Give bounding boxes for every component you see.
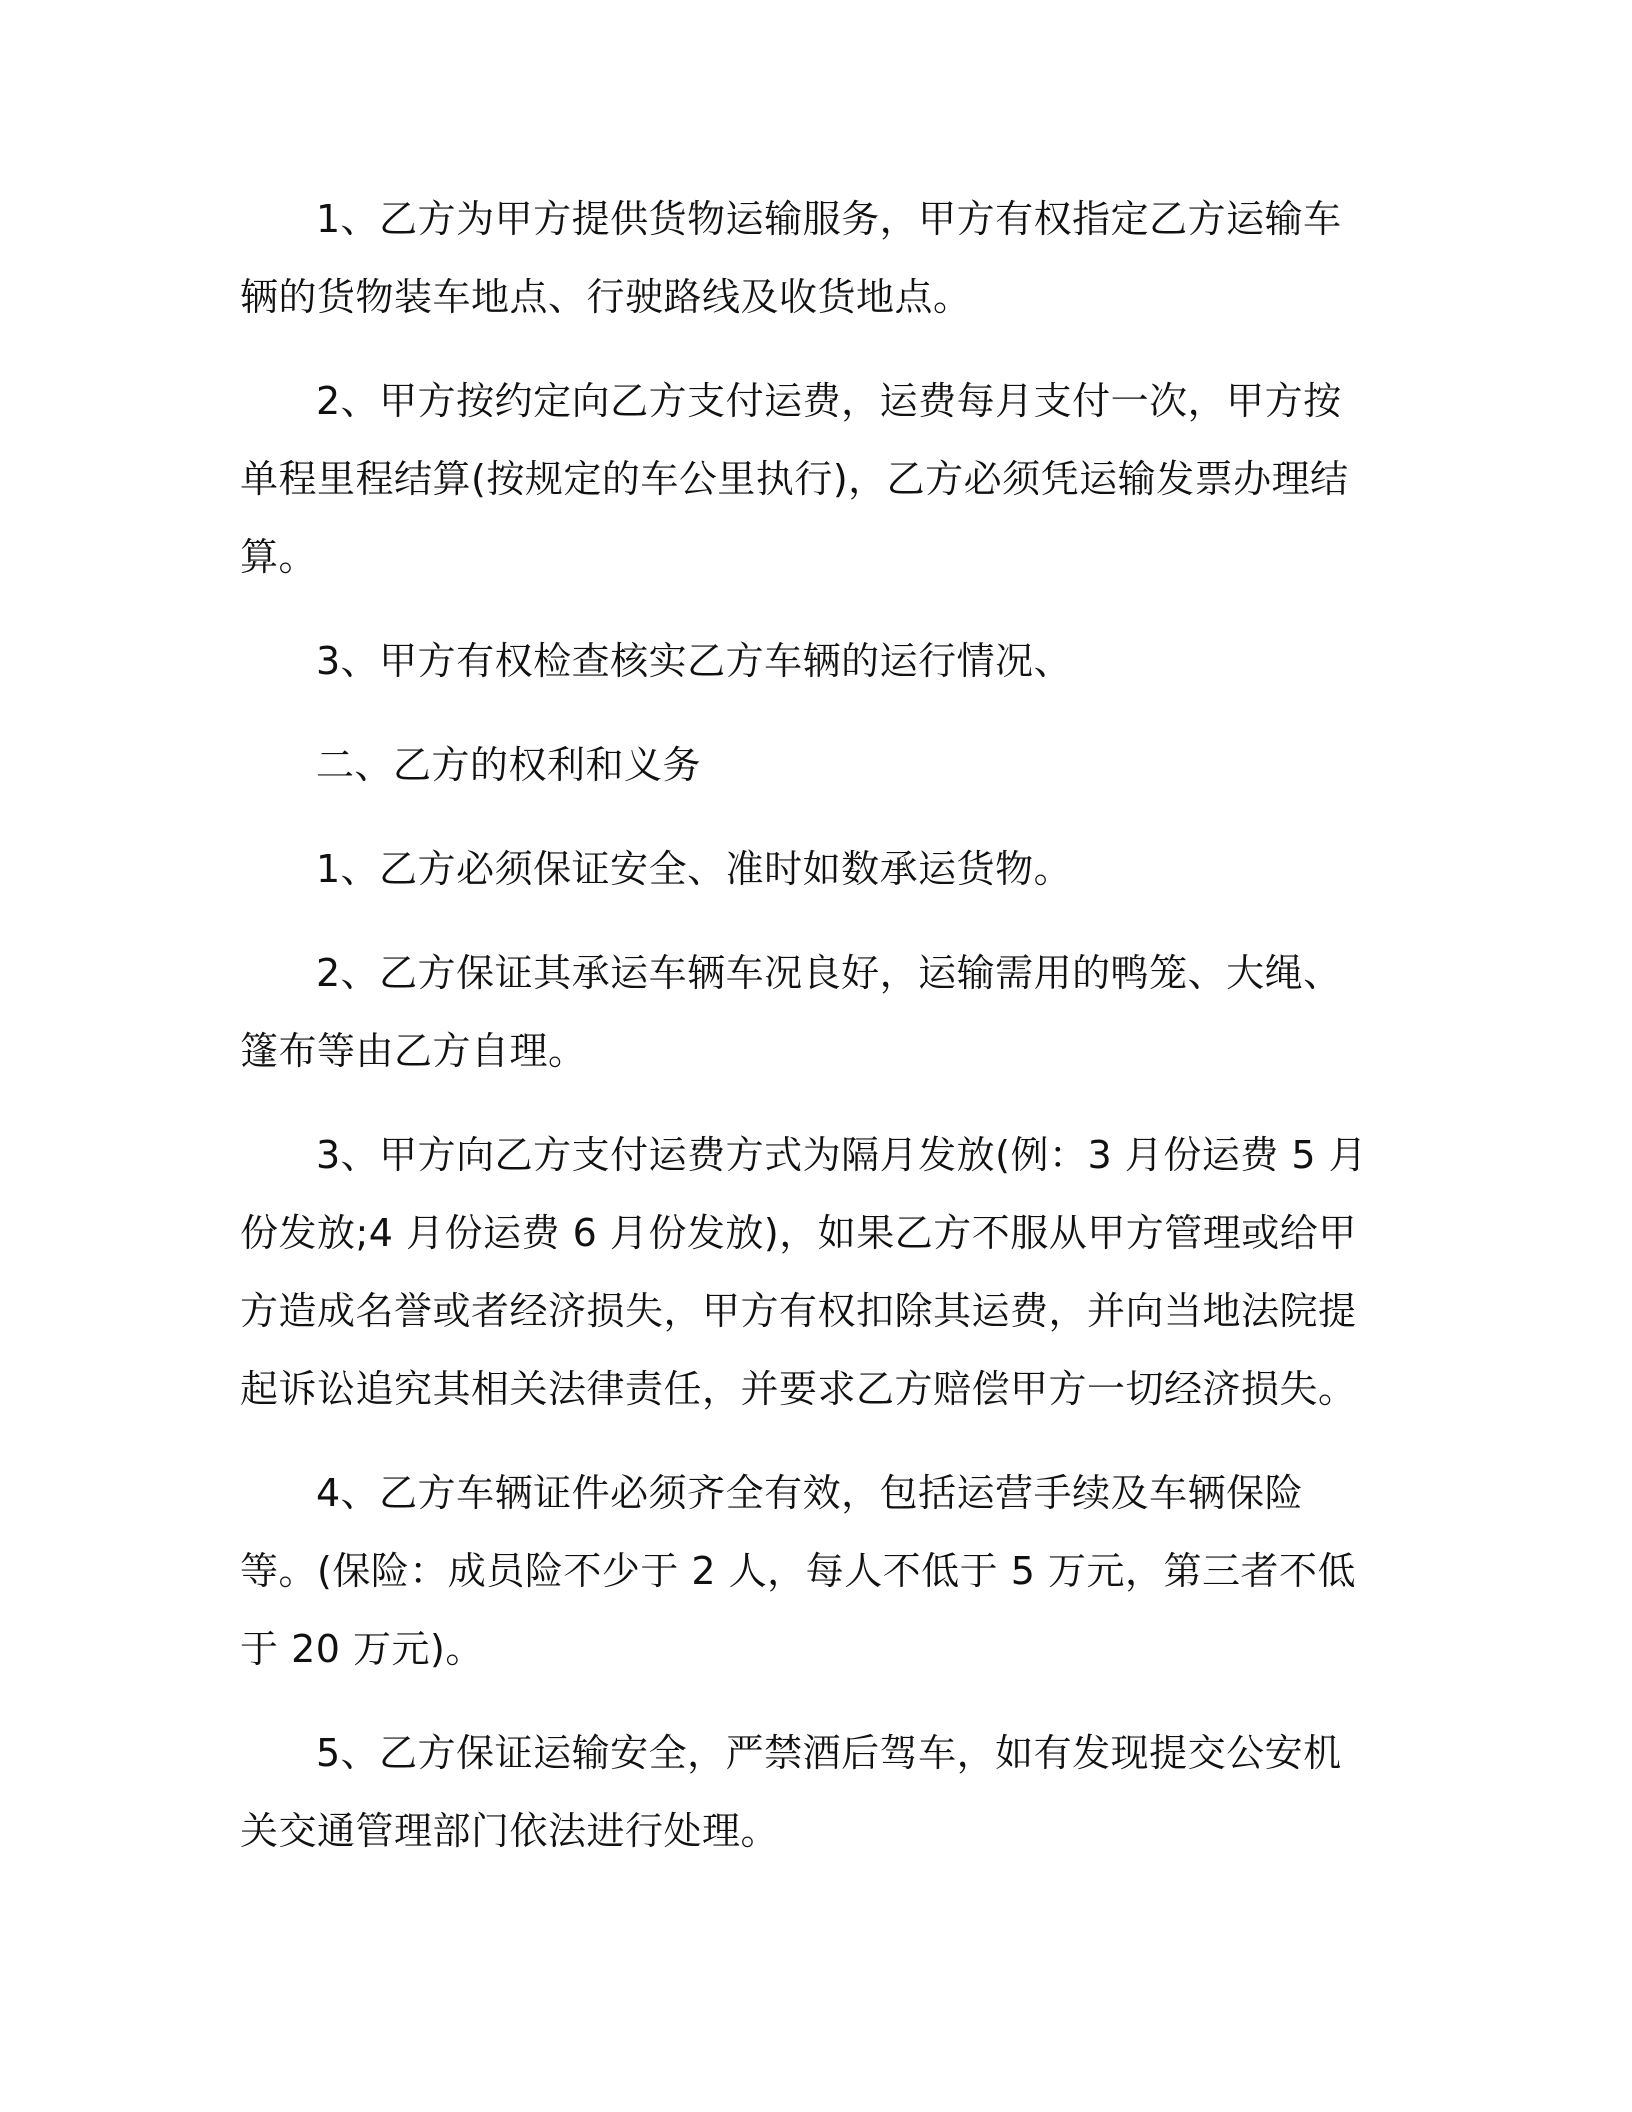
paragraph-4: 1、乙方必须保证安全、准时如数承运货物。 xyxy=(316,847,1073,891)
document-body xyxy=(240,180,1380,1896)
paragraph-8: 5、乙方保证运输安全，严禁酒后驾车，如有发现提交公安机关交通管理部门依法进行处理。 xyxy=(240,1731,1342,1853)
paragraph-7: 4、乙方车辆证件必须齐全有效，包括运营手续及车辆保险等。(保险：成员险不少于 2 人，每人不低于 5 万元，第三者不低于 20 万元)。 xyxy=(240,1471,1356,1671)
paragraph-3: 3、甲方有权检查核实乙方车辆的运行情况、 xyxy=(316,639,1073,683)
paragraph-6: 3、甲方向乙方支付运费方式为隔月发放(例：3 月份运费 5 月份发放;4 月份运费 6 月份发放)，如果乙方不服从甲方管理或给甲方造成名誉或者经济损失，甲方有权扣除其运费，并向当地法院提起诉讼追究其相关法律责任，并要求乙方赔偿甲方一切经济损失。 xyxy=(240,1133,1368,1411)
paragraph-1: 1、乙方为甲方提供货物运输服务，甲方有权指定乙方运输车辆的货物装车地点、行驶路线及收货地点。 xyxy=(240,197,1342,319)
paragraph-2: 2、甲方按约定向乙方支付运费，运费每月支付一次，甲方按单程里程结算(按规定的车公里执行)，乙方必须凭运输发票办理结算。 xyxy=(240,379,1349,579)
section-heading: 二、乙方的权利和义务 xyxy=(316,743,702,787)
paragraph-5: 2、乙方保证其承运车辆车况良好，运输需用的鸭笼、大绳、篷布等由乙方自理。 xyxy=(240,951,1342,1073)
